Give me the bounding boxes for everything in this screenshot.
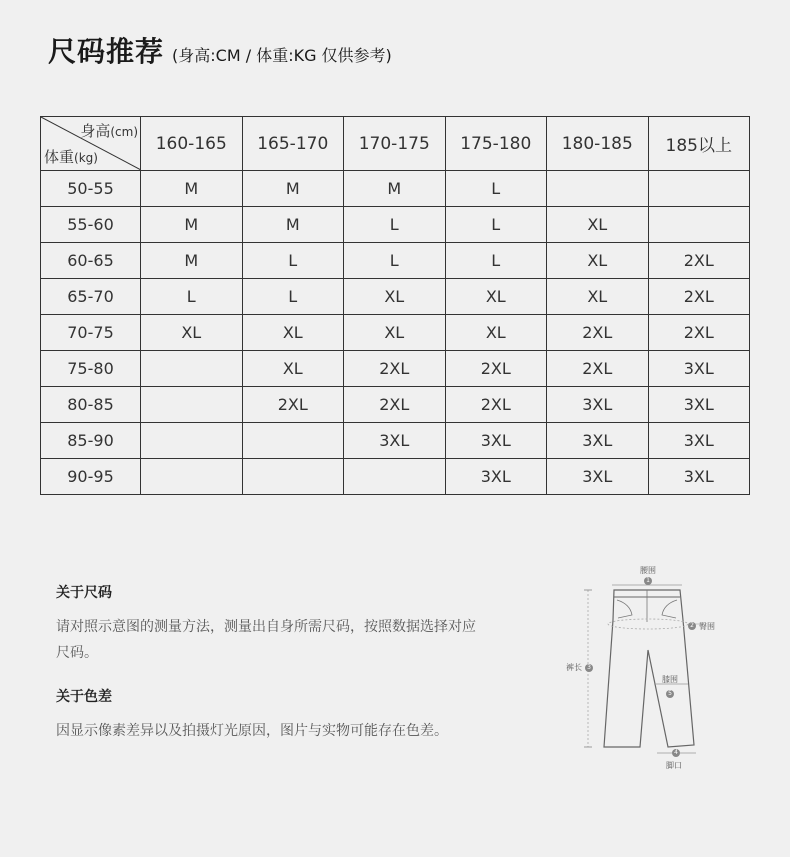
size-cell: M	[242, 171, 344, 207]
table-corner-cell	[41, 117, 141, 171]
waist-label: 腰围	[640, 566, 656, 575]
size-cell: XL	[344, 279, 446, 315]
size-cell: XL	[547, 243, 649, 279]
length-number: 3	[585, 664, 593, 672]
height-column-header: 175-180	[445, 117, 547, 171]
table-row	[41, 423, 750, 459]
size-cell: XL	[445, 315, 547, 351]
weight-row-header: 60-65	[41, 243, 141, 279]
about-color-title: 关于色差	[56, 689, 112, 705]
size-cell: 2XL	[648, 243, 750, 279]
page-subtitle: (身高:CM / 体重:KG 仅供参考)	[172, 46, 392, 65]
size-cell: L	[141, 279, 243, 315]
size-cell: 3XL	[547, 423, 649, 459]
height-column-header: 165-170	[242, 117, 344, 171]
size-cell: 2XL	[445, 351, 547, 387]
size-cell: 2XL	[242, 387, 344, 423]
size-cell: L	[344, 243, 446, 279]
about-size-title: 关于尺码	[56, 585, 112, 601]
size-cell	[648, 171, 750, 207]
size-cell: 3XL	[547, 387, 649, 423]
size-cell: L	[242, 243, 344, 279]
size-chart-table	[40, 116, 750, 495]
waist-number: 1	[644, 577, 652, 585]
knee-number: 5	[666, 690, 674, 698]
height-column-header: 185以上	[648, 117, 750, 171]
size-cell: M	[141, 207, 243, 243]
size-cell: 2XL	[648, 279, 750, 315]
size-cell: XL	[547, 279, 649, 315]
weight-row-header: 85-90	[41, 423, 141, 459]
size-cell: 2XL	[344, 387, 446, 423]
size-cell: L	[445, 243, 547, 279]
size-cell: 3XL	[445, 423, 547, 459]
about-color-section	[56, 686, 476, 744]
weight-row-header: 90-95	[41, 459, 141, 495]
weight-row-header: 55-60	[41, 207, 141, 243]
table-row	[41, 243, 750, 279]
size-cell	[141, 423, 243, 459]
page-header	[48, 30, 392, 70]
height-column-header: 170-175	[344, 117, 446, 171]
weight-row-header: 50-55	[41, 171, 141, 207]
size-cell: XL	[344, 315, 446, 351]
size-cell: XL	[242, 351, 344, 387]
size-cell: M	[242, 207, 344, 243]
about-size-section	[56, 582, 476, 666]
size-cell	[242, 423, 344, 459]
size-cell: L	[445, 207, 547, 243]
size-cell: 3XL	[445, 459, 547, 495]
pants-measurement-diagram	[560, 560, 760, 780]
weight-row-header: 80-85	[41, 387, 141, 423]
size-cell: 2XL	[648, 315, 750, 351]
size-cell	[141, 387, 243, 423]
knee-label: 膝围	[662, 675, 678, 684]
size-cell: XL	[141, 315, 243, 351]
table-row	[41, 351, 750, 387]
height-column-header: 180-185	[547, 117, 649, 171]
size-cell: 2XL	[547, 351, 649, 387]
size-cell: XL	[242, 315, 344, 351]
size-cell: L	[445, 171, 547, 207]
table-row	[41, 315, 750, 351]
hem-label: 脚口	[666, 761, 682, 770]
size-cell: 3XL	[648, 387, 750, 423]
size-cell: XL	[445, 279, 547, 315]
size-cell: M	[141, 243, 243, 279]
size-cell: 3XL	[648, 351, 750, 387]
size-cell: 3XL	[648, 423, 750, 459]
size-cell: 3XL	[547, 459, 649, 495]
corner-height-label: 身高(cm)	[80, 122, 138, 140]
hip-number: 2	[688, 622, 696, 630]
size-cell: 3XL	[648, 459, 750, 495]
size-cell	[344, 459, 446, 495]
size-cell	[141, 459, 243, 495]
table-row	[41, 279, 750, 315]
size-cell: 3XL	[344, 423, 446, 459]
hip-label: 臀围	[699, 622, 715, 631]
table-row	[41, 207, 750, 243]
weight-row-header: 65-70	[41, 279, 141, 315]
page-title: 尺码推荐	[48, 35, 165, 68]
table-header-row	[41, 117, 750, 171]
size-cell	[242, 459, 344, 495]
height-column-header: 160-165	[141, 117, 243, 171]
size-cell: L	[242, 279, 344, 315]
size-cell: 2XL	[445, 387, 547, 423]
table-row	[41, 387, 750, 423]
size-cell: XL	[547, 207, 649, 243]
corner-weight-label: 体重(kg)	[44, 148, 98, 166]
size-cell: 2XL	[547, 315, 649, 351]
size-cell	[141, 351, 243, 387]
weight-row-header: 75-80	[41, 351, 141, 387]
table-body	[41, 171, 750, 495]
table-row	[41, 459, 750, 495]
size-cell: L	[344, 207, 446, 243]
length-label: 裤长	[566, 663, 582, 672]
about-size-text: 请对照示意图的测量方法，测量出自身所需尺码，按照数据选择对应尺码。	[56, 619, 476, 661]
weight-row-header: 70-75	[41, 315, 141, 351]
size-cell: M	[344, 171, 446, 207]
table-row	[41, 171, 750, 207]
hem-number: 4	[672, 749, 680, 757]
size-cell: M	[141, 171, 243, 207]
size-cell: 2XL	[344, 351, 446, 387]
size-cell	[547, 171, 649, 207]
about-color-text: 因显示像素差异以及拍摄灯光原因，图片与实物可能存在色差。	[56, 723, 448, 739]
size-cell	[648, 207, 750, 243]
